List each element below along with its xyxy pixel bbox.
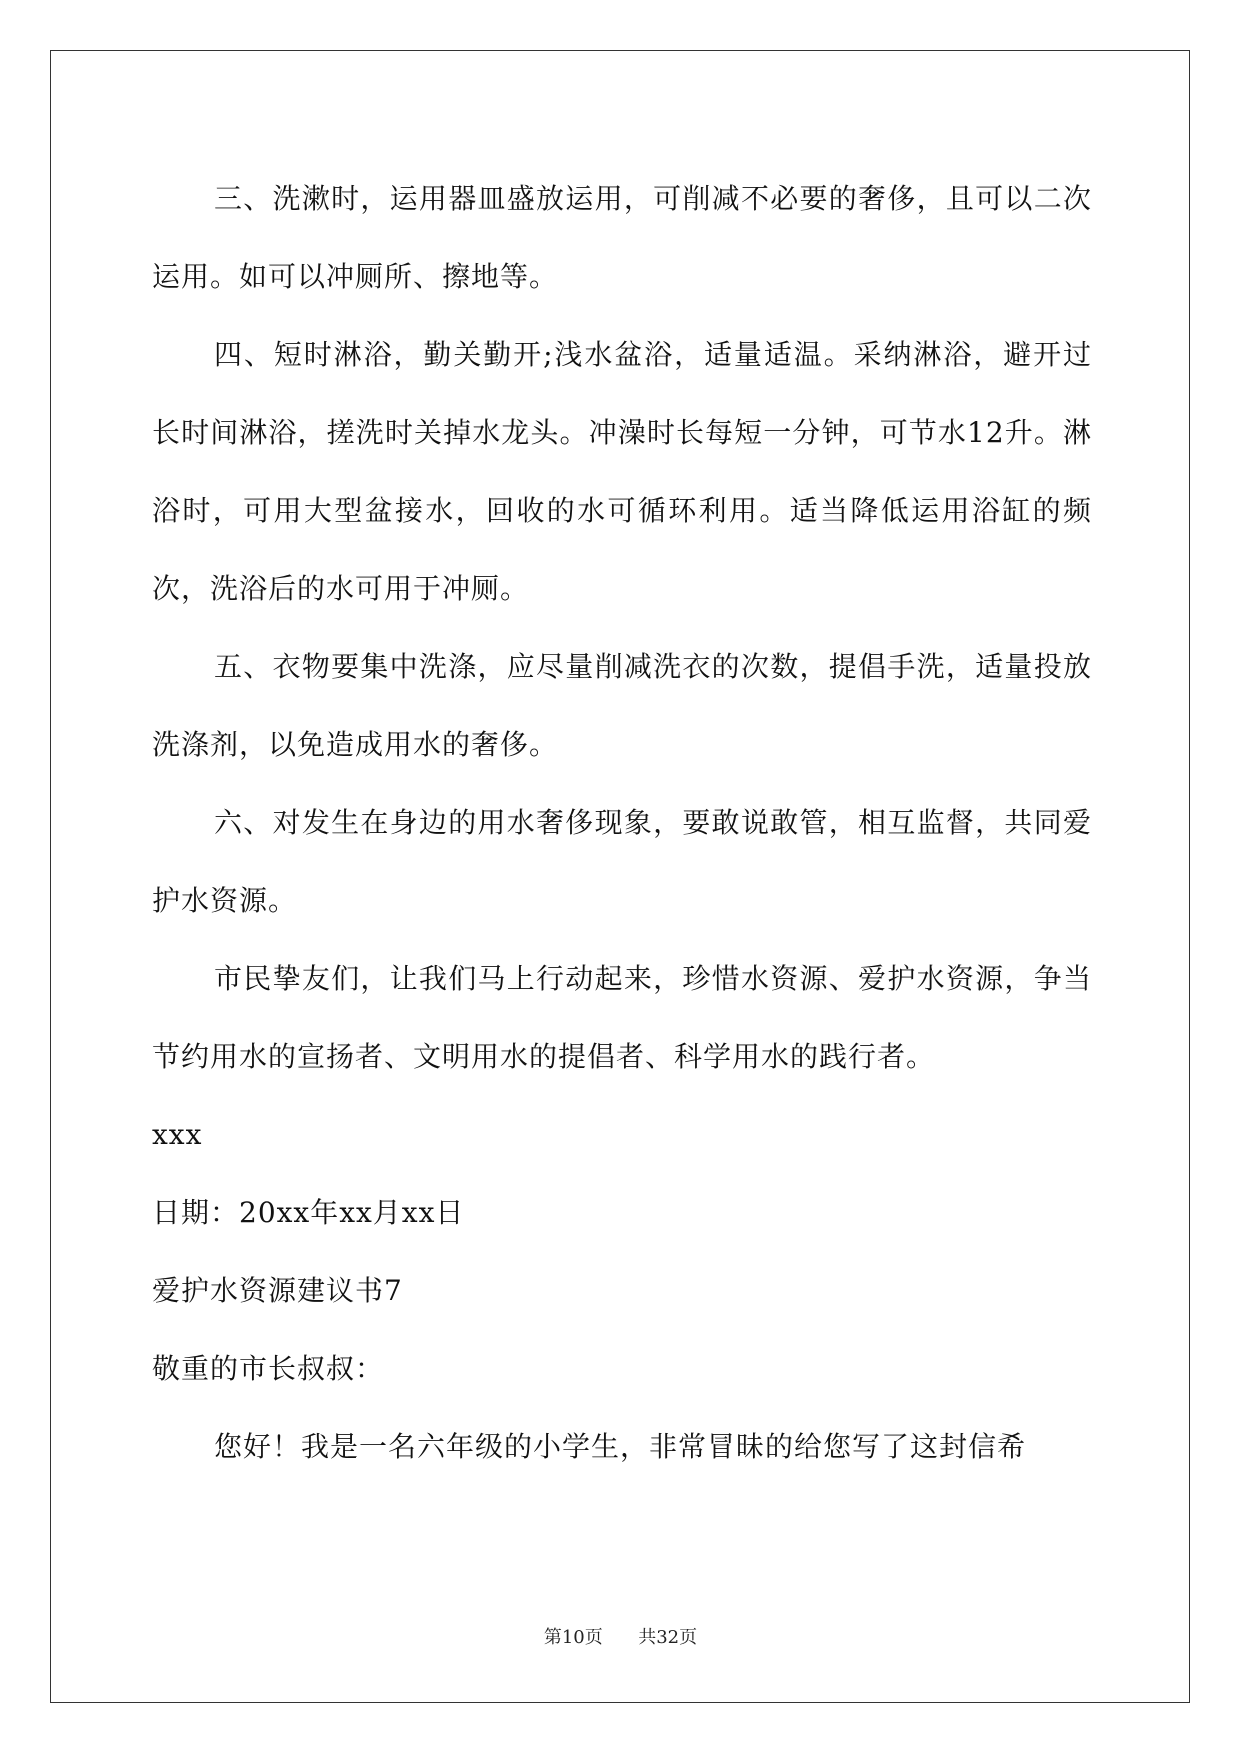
document-body bbox=[152, 160, 1092, 1486]
date-line: 日期：20xx年xx月xx日 bbox=[152, 1196, 465, 1229]
paragraph-supervision: 六、对发生在身边的用水奢侈现象，要敢说敢管，相互监督，共同爱护水资源。 bbox=[152, 806, 1092, 917]
page-footer bbox=[0, 1623, 1241, 1649]
paragraph-call-to-action: 市民挚友们，让我们马上行动起来，珍惜水资源、爱护水资源，争当节约用水的宣扬者、文明用水的提倡者、科学用水的践行者。 bbox=[152, 962, 1092, 1073]
paragraph-shower: 四、短时淋浴，勤关勤开;浅水盆浴，适量适温。采纳淋浴，避开过长时间淋浴，搓洗时关掉水龙头。冲澡时长每短一分钟，可节水12升。淋浴时，可用大型盆接水，回收的水可循环利用。适当降低运用浴缸的频次，洗浴后的水可用于冲厕。 bbox=[152, 338, 1092, 605]
section-title: 爱护水资源建议书7 bbox=[152, 1274, 403, 1307]
signature: xxx bbox=[152, 1118, 203, 1151]
page-total: 共32页 bbox=[638, 1627, 698, 1648]
salutation: 敬重的市长叔叔： bbox=[152, 1352, 385, 1385]
opening-paragraph: 您好！我是一名六年级的小学生，非常冒昧的给您写了这封信希 bbox=[214, 1430, 1027, 1463]
paragraph-washing: 三、洗漱时，运用器皿盛放运用，可削减不必要的奢侈，且可以二次运用。如可以冲厕所、擦地等。 bbox=[152, 182, 1092, 293]
page-number: 第10页 bbox=[543, 1627, 603, 1648]
paragraph-laundry: 五、衣物要集中洗涤，应尽量削减洗衣的次数，提倡手洗，适量投放洗涤剂，以免造成用水的奢侈。 bbox=[152, 650, 1092, 761]
